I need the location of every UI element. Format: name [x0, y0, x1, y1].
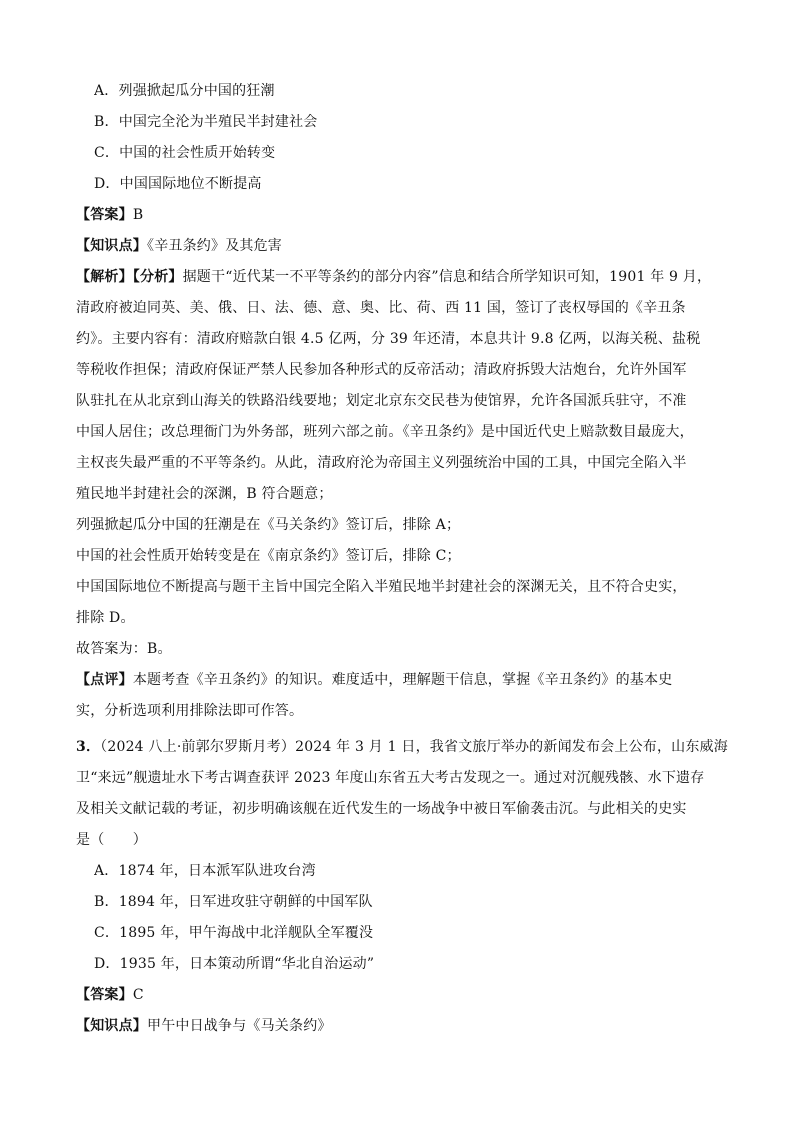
knowledge-value: 甲午中日战争与《马关条约》 [147, 1018, 332, 1034]
q3-stem-line-4: 是（ ） [76, 832, 147, 848]
q2-analysis-line-13: 故答案为：B。 [76, 641, 172, 657]
q3-option-a: A．1874 年，日本派军队进攻台湾 [94, 863, 316, 879]
q2-analysis-line-7: 主权丧失最严重的不平等条约。从此，清政府沦为帝国主义列强统治中国的工具，中国完全陷入半 [76, 455, 687, 471]
q3-number: 3． [76, 739, 101, 755]
analysis-tag: 【解析】【分析】 [76, 269, 183, 285]
q3-source: （2024 八上·前郭尔罗斯月考） [100, 739, 296, 755]
q2-analysis-line-6: 中国人居住；改总理衙门为外务部，班列六部之前。《辛丑条约》是中国近代史上赔款数目最庞大， [76, 424, 694, 440]
q3-knowledge-point [76, 1015, 734, 1037]
q2-analysis-line-8: 殖民地半封建社会的深渊，B 符合题意； [76, 486, 333, 502]
q2-option-c: C．中国的社会性质开始转变 [94, 145, 276, 161]
q2-analysis-line-12: 排除 D。 [76, 610, 135, 626]
q2-analysis-line-10: 中国的社会性质开始转变是在《南京条约》签订后，排除 C； [76, 548, 461, 564]
answer-value: C [132, 987, 144, 1003]
q2-option-d: D．中国国际地位不断提高 [94, 176, 262, 192]
q3-option-b: B．1894 年，日军进攻驻守朝鲜的中国军队 [94, 894, 373, 910]
q3-option-d: D．1935 年，日本策动所谓“华北自治运动” [94, 956, 375, 972]
analysis-text: 据题干“近代某一不平等条约的部分内容”信息和结合所学知识可知，1901 年 9 月， [182, 269, 712, 285]
knowledge-value: 《辛丑条约》及其危害 [147, 238, 282, 254]
q3-stem-line-3: 及相关文献记载的考证，初步明确该舰在近代发生的一场战争中被日军偷袭击沉。与此相关的史实 [76, 801, 687, 817]
q2-analysis-line-4: 等税收作担保；清政府保证严禁人民参加各种形式的反帝活动；清政府拆毁大沽炮台，允许外国军 [76, 362, 687, 378]
q2-analysis-line-11: 中国国际地位不断提高与题干主旨中国完全陷入半殖民地半封建社会的深渊无关，且不符合史实， [76, 579, 687, 595]
answer-value: B [132, 207, 144, 223]
knowledge-tag: 【知识点】 [76, 1018, 147, 1034]
comment-tag: 【点评】 [76, 672, 133, 688]
q3-stem-line-2: 卫“来远”舰遗址水下考古调查获评 2023 年度山东省五大考古发现之一。通过对沉舰残骸、水下遗存 [76, 770, 705, 786]
q2-analysis-line-1 [76, 266, 734, 288]
q3-answer [76, 984, 734, 1006]
comment-text: 本题考查《辛丑条约》的知识。难度适中，理解题干信息，掌握《辛丑条约》的基本史 [132, 672, 673, 688]
q2-knowledge-point [76, 235, 734, 257]
q2-analysis-line-2: 清政府被迫同英、美、俄、日、法、德、意、奥、比、荷、西 11 国，签订了丧权辱国的《辛丑条 [76, 300, 686, 316]
answer-tag: 【答案】 [76, 987, 133, 1003]
answer-tag: 【答案】 [76, 207, 133, 223]
q2-comment-line-1 [76, 669, 734, 691]
q2-comment-line-2: 实，分析选项利用排除法即可作答。 [76, 703, 304, 719]
q3-stem-line-1 [76, 736, 734, 758]
q2-option-b: B．中国完全沦为半殖民半封建社会 [94, 114, 318, 130]
q2-option-a: A．列强掀起瓜分中国的狂潮 [94, 83, 275, 99]
q2-analysis-line-5: 队驻扎在从北京到山海关的铁路沿线要地；划定北京东交民巷为使馆界，允许各国派兵驻守，不准 [76, 393, 687, 409]
q2-analysis-line-9: 列强掀起瓜分中国的狂潮是在《马关条约》签订后，排除 A； [76, 517, 461, 533]
q3-option-c: C．1895 年，甲午海战中北洋舰队全军覆没 [94, 925, 374, 941]
knowledge-tag: 【知识点】 [76, 238, 147, 254]
q2-analysis-line-3: 约》。主要内容有：清政府赔款白银 4.5 亿两，分 39 年还清，本息共计 9.8 亿两，以海关税、盐税 [76, 331, 701, 347]
q2-answer [76, 204, 734, 226]
q3-stem-text: 2024 年 3 月 1 日，我省文旅厅举办的新闻发布会上公布，山东威海 [295, 739, 728, 755]
